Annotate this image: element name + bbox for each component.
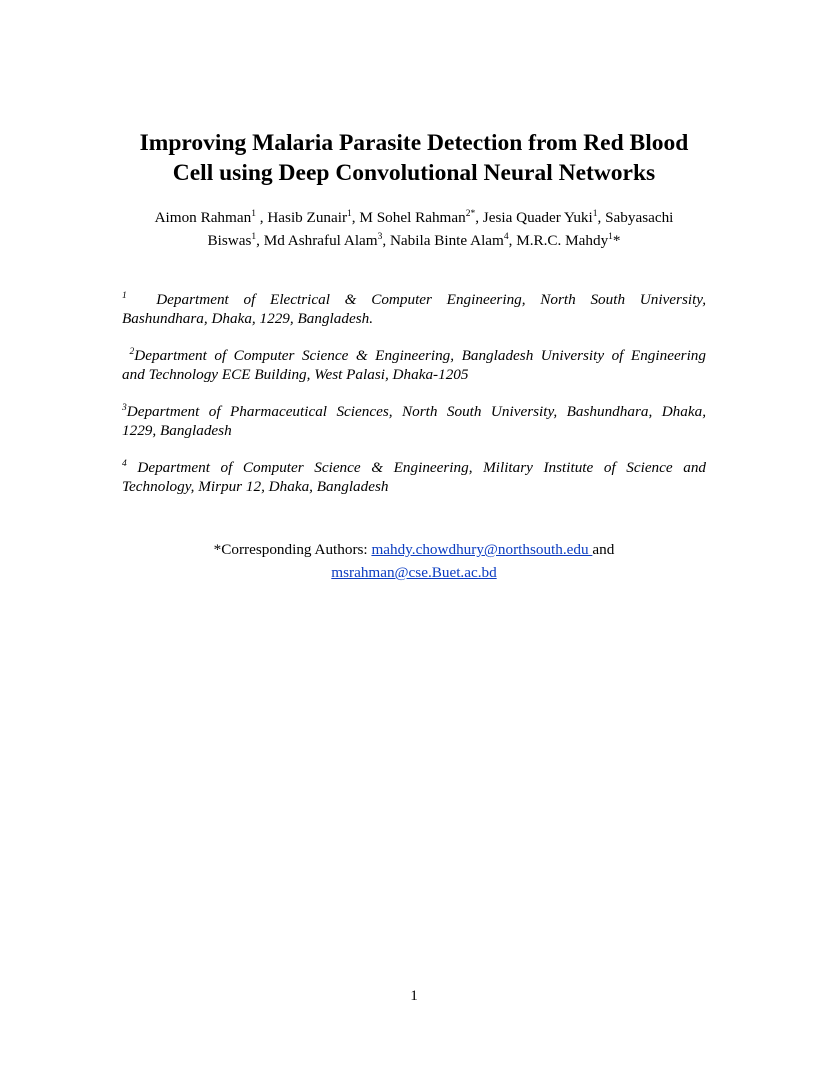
affiliation-text: Department of Computer Science & Engineering, Bangladesh University of Engineering xyxy=(134,347,706,364)
author-affil-mark: 4 xyxy=(503,231,509,242)
corresponding-authors xyxy=(100,538,728,584)
affiliation-3 xyxy=(122,402,706,440)
author-list xyxy=(100,206,728,252)
title-line-2: Cell using Deep Convolutional Neural Networks xyxy=(172,160,656,186)
affiliation-text: Department of Pharmaceutical Sciences, North South University, Bashundhara, Dhaka, xyxy=(126,403,706,420)
author-separator: , xyxy=(256,232,264,249)
affiliation-line xyxy=(122,402,706,421)
affiliation-line xyxy=(122,458,706,477)
author-name: Sabyasachi xyxy=(605,209,674,226)
email-link-msrahman[interactable]: msrahman@cse.Buet.ac.bd xyxy=(331,564,497,581)
affiliation-mark: 3 xyxy=(122,402,127,413)
author-separator: , xyxy=(255,209,268,226)
affiliation-mark: 2 xyxy=(129,346,135,357)
affiliation-4 xyxy=(122,458,706,496)
author-separator: , xyxy=(508,232,517,249)
author-affil-mark: 1 xyxy=(347,208,352,219)
author-name: Jesia Quader Yuki xyxy=(482,209,593,226)
author-separator: * xyxy=(612,232,621,249)
author-name: M.R.C. Mahdy xyxy=(516,232,609,249)
author-affil-mark: 3 xyxy=(377,231,383,242)
affiliation-line: 1229, Bangladesh xyxy=(122,422,232,439)
author-line-2 xyxy=(100,229,728,252)
affiliation-line: Technology, Mirpur 12, Dhaka, Bangladesh xyxy=(122,478,389,495)
author-affil-mark: 1 xyxy=(251,208,256,219)
affiliation-2 xyxy=(122,346,706,384)
author-separator: , xyxy=(597,209,606,226)
author-separator: , xyxy=(351,209,360,226)
affiliation-line: and Technology ECE Building, West Palasi, Dhaka-1205 xyxy=(122,366,469,383)
author-name: Md Ashraful Alam xyxy=(263,232,378,249)
author-separator: , xyxy=(475,209,483,226)
affiliation-mark: 4 xyxy=(122,458,127,469)
page-number: 1 xyxy=(410,987,418,1004)
author-name: Hasib Zunair xyxy=(267,209,348,226)
title-line-1: Improving Malaria Parasite Detection from Red Blood xyxy=(139,130,689,156)
affiliation-1 xyxy=(122,290,706,328)
corresponding-line-1 xyxy=(100,538,728,561)
affiliation-mark: 1 xyxy=(122,290,127,301)
author-line-1 xyxy=(100,206,728,229)
corresponding-line-2 xyxy=(100,561,728,584)
affiliation-line xyxy=(122,290,706,309)
corresponding-label: *Corresponding Authors: xyxy=(213,541,372,558)
author-affil-mark: 1 xyxy=(251,231,257,242)
email-link-mahdy[interactable]: mahdy.chowdhury@northsouth.edu xyxy=(371,541,593,558)
affiliation-line xyxy=(122,346,706,365)
affiliation-text: Department of Computer Science & Engineering, Military Institute of Science and xyxy=(137,459,707,476)
author-affil-mark: 2* xyxy=(465,208,476,219)
author-name: M Sohel Rahman xyxy=(359,209,466,226)
author-name: Biswas xyxy=(207,232,252,249)
affiliation-text: Department of Electrical & Computer Engineering, North South University, xyxy=(156,291,707,308)
paper-title xyxy=(100,128,728,188)
author-affil-mark: 1 xyxy=(592,208,598,219)
author-affil-mark: 1 xyxy=(608,231,613,242)
affiliation-line: Bashundhara, Dhaka, 1229, Bangladesh. xyxy=(122,310,374,327)
corresponding-joiner: and xyxy=(592,541,615,558)
author-name: Aimon Rahman xyxy=(154,209,252,226)
author-name: Nabila Binte Alam xyxy=(389,232,504,249)
author-separator: , xyxy=(382,232,390,249)
